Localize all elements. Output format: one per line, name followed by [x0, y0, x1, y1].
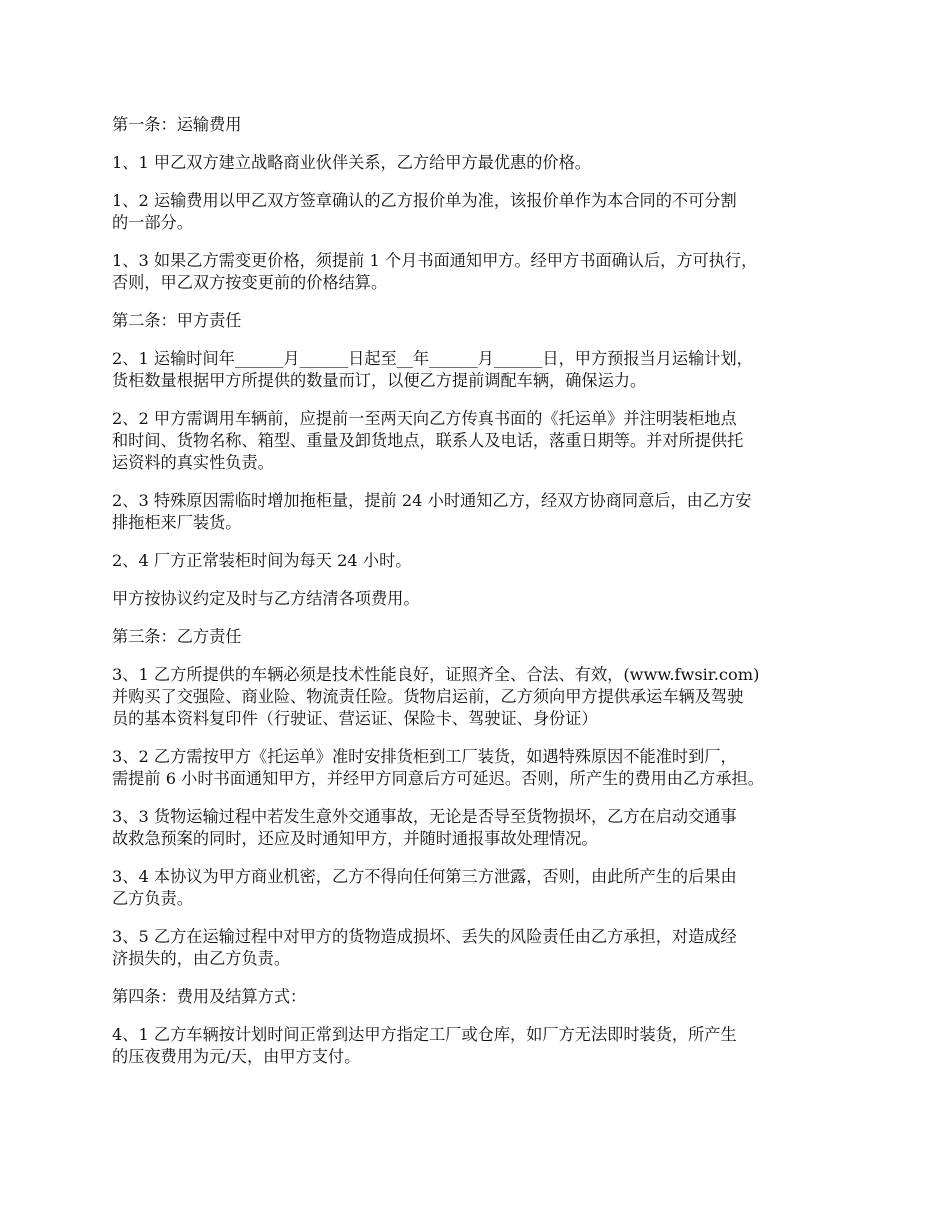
- section-heading-2: 第二条：甲方责任: [112, 311, 242, 330]
- clause-2-2: 2、2 甲方需调用车辆前，应提前一至两天向乙方传真书面的《托运单》并注明装柜地点 和时间、货物名称、箱型、重量及卸货地点，联系人及电话，落重日期等。并对所提供托 运资料的真实性负责。: [112, 409, 744, 472]
- clause-2-4: 2、4 厂方正常装柜时间为每天 24 小时。: [112, 551, 412, 570]
- clause-2-settlement: 甲方按协议约定及时与乙方结清各项费用。: [112, 589, 420, 608]
- document-page: [112, 114, 857, 1084]
- clause-3-1: 3、1 乙方所提供的车辆必须是技术性能良好，证照齐全、合法、有效，(www.fwsir.com) 并购买了交强险、商业险、物流责任险。货物启运前，乙方须向甲方提供承运车辆及驾驶 员的基本资料复印件（行驶证、营运证、保险卡、驾驶证、身份证）: [112, 665, 760, 728]
- section-heading-3: 第三条：乙方责任: [112, 627, 242, 646]
- section-heading-1: 第一条：运输费用: [112, 115, 242, 134]
- section-heading-4: 第四条：费用及结算方式：: [112, 987, 307, 1006]
- clause-4-1: 4、1 乙方车辆按计划时间正常到达甲方指定工厂或仓库，如厂方无法即时装货，所产生 的压夜费用为元/天，由甲方支付。: [112, 1025, 737, 1066]
- clause-3-3: 3、3 货物运输过程中若发生意外交通事故，无论是否导至货物损坏，乙方在启动交通事 故救急预案的同时，还应及时通知甲方，并随时通报事故处理情况。: [112, 807, 737, 848]
- clause-3-5: 3、5 乙方在运输过程中对甲方的货物造成损坏、丢失的风险责任由乙方承担，对造成经 济损失的，由乙方负责。: [112, 927, 737, 968]
- clause-1-1: 1、1 甲乙双方建立战略商业伙伴关系，乙方给甲方最优惠的价格。: [112, 153, 591, 172]
- clause-3-4: 3、4 本协议为甲方商业机密，乙方不得向任何第三方泄露，否则，由此所产生的后果由 乙方负责。: [112, 867, 737, 908]
- clause-1-2: 1、2 运输费用以甲乙双方签章确认的乙方报价单为准，该报价单作为本合同的不可分割 的一部分。: [112, 191, 737, 232]
- clause-2-3: 2、3 特殊原因需临时增加拖柜量，提前 24 小时通知乙方，经双方协商同意后，由乙方安 排拖柜来厂装货。: [112, 491, 752, 532]
- clause-1-3: 1、3 如果乙方需变更价格，须提前 1 个月书面通知甲方。经甲方书面确认后，方可执行， 否则，甲乙双方按变更前的价格结算。: [112, 251, 758, 292]
- clause-3-2: 3、2 乙方需按甲方《托运单》准时安排货柜到工厂装货，如遇特殊原因不能准时到厂， 需提前 6 小时书面通知甲方，并经甲方同意后方可延迟。否则，所产生的费用由乙方承担。: [112, 747, 764, 788]
- clause-2-1: 2、1 运输时间年______月______日起至__年______月______日，甲方预报当月运输计划， 货柜数量根据甲方所提供的数量而订，以便乙方提前调配车辆，确保运力。: [112, 349, 753, 390]
